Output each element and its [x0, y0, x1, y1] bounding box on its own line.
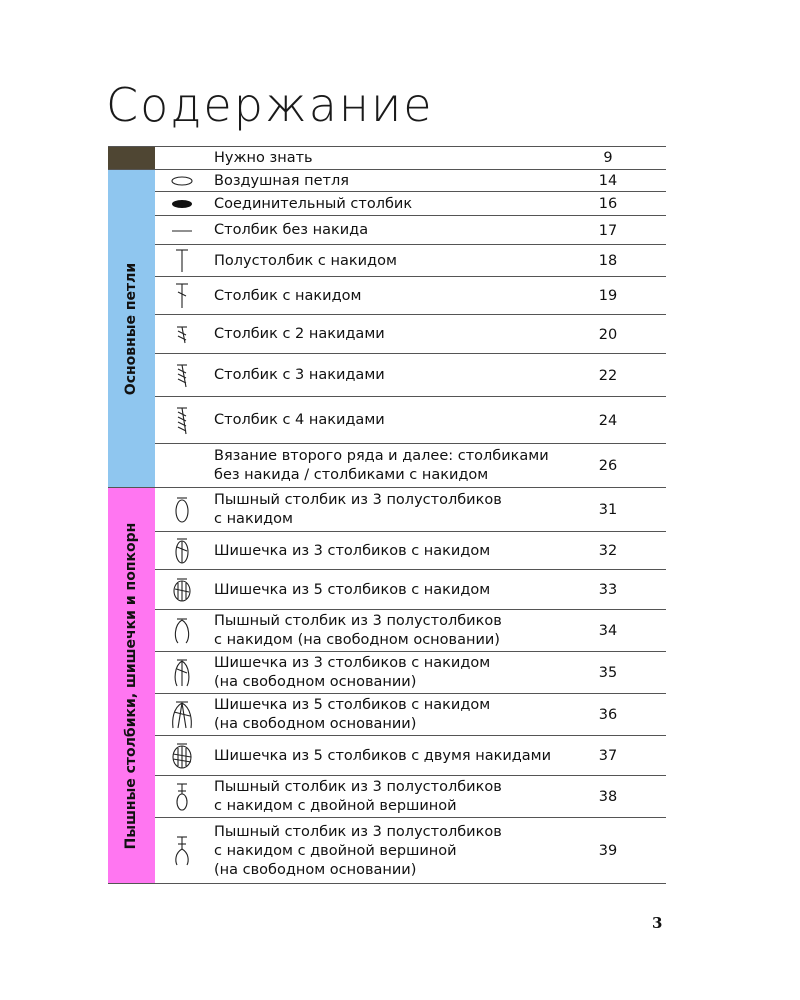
toc-entry-page: 26 — [598, 458, 618, 474]
double-treble-icon — [155, 354, 208, 397]
toc-entry — [155, 776, 666, 818]
toc-entry — [155, 610, 666, 652]
toc-entry-title: Столбик с 3 накидами — [214, 367, 385, 383]
toc-entry — [155, 488, 666, 532]
toc-entry-title: Столбик без накида — [214, 222, 369, 238]
toc-entry-page: 34 — [598, 623, 618, 639]
bobble-3dc-icon — [155, 532, 208, 570]
toc-entry-page: 32 — [598, 543, 618, 559]
toc-entry — [155, 315, 666, 354]
toc-entry-page: 38 — [598, 789, 618, 805]
toc-entry-title: Столбик с 2 накидами — [214, 326, 385, 342]
puffs-bobbles-section-band — [108, 488, 155, 884]
page-title: Содержание — [106, 78, 434, 132]
toc-entry-title: Шишечка из 5 столбиков с накидом — [214, 581, 491, 598]
toc-entry-page: 16 — [598, 196, 618, 212]
toc-entry-page: 31 — [598, 502, 618, 518]
bobble-5tr-icon — [155, 736, 208, 776]
toc-entry — [155, 694, 666, 736]
page-number: 3 — [652, 914, 663, 932]
toc-entry-title: Пышный столбик из 3 полустолбиков с накидом с двойной вершиной (на свободном основании) — [214, 823, 502, 878]
toc-entry — [155, 736, 666, 776]
toc-entry-title: Воздушная петля — [214, 172, 349, 189]
toc-entry — [155, 146, 666, 170]
basic-stitches-section-band — [108, 170, 155, 488]
toc-entry-title: Полустолбик с накидом — [214, 252, 397, 269]
toc-entry-page: 33 — [598, 582, 618, 598]
toc-entry — [155, 570, 666, 610]
intro-section-band — [108, 146, 155, 170]
toc-entry-title: Шишечка из 3 столбиков с накидом (на свободном основании) — [214, 655, 491, 690]
half-double-crochet-icon — [155, 245, 208, 277]
toc-entry-page: 14 — [598, 173, 618, 189]
table-of-contents — [108, 146, 666, 884]
toc-entry-title: Пышный столбик из 3 полустолбиков с накидом — [214, 492, 502, 527]
toc-entry-title: Шишечка из 3 столбиков с накидом — [214, 542, 491, 559]
toc-entry-title: Соединительный столбик — [214, 195, 413, 212]
treble-crochet-icon — [155, 315, 208, 354]
basic-stitches-section-label: Основные петли — [123, 262, 139, 396]
toc-entry-page: 20 — [598, 326, 618, 343]
toc-entry — [155, 818, 666, 884]
toc-entry-page: 39 — [598, 843, 618, 859]
toc-entry — [155, 354, 666, 397]
toc-entry — [155, 192, 666, 216]
slip-stitch-icon — [155, 192, 208, 216]
bobble-5dc-free-icon — [155, 694, 208, 736]
toc-entry — [155, 245, 666, 277]
puff-double-top-free-icon — [155, 818, 208, 884]
chain-stitch-icon — [155, 170, 208, 192]
row-divider — [108, 883, 666, 884]
toc-entry — [155, 170, 666, 192]
toc-entry-title: Пышный столбик из 3 полустолбиков с накидом с двойной вершиной — [214, 779, 502, 814]
toc-entry-page: 24 — [598, 412, 618, 429]
toc-entry-page: 22 — [598, 367, 618, 384]
toc-entry-page: 37 — [598, 748, 618, 764]
none-icon — [155, 146, 208, 170]
toc-entry-page: 17 — [598, 222, 618, 239]
toc-entry-page: 36 — [598, 707, 618, 723]
toc-entry — [155, 216, 666, 245]
puff-3hdc-free-icon — [155, 610, 208, 652]
row-divider — [108, 146, 666, 147]
toc-entry — [155, 397, 666, 444]
toc-entry-title: Нужно знать — [214, 149, 313, 166]
bobble-3dc-free-icon — [155, 652, 208, 694]
bobble-5dc-icon — [155, 570, 208, 610]
toc-entry-page: 19 — [598, 288, 618, 304]
toc-entry — [155, 277, 666, 315]
triple-treble-icon — [155, 397, 208, 444]
single-crochet-icon — [155, 216, 208, 245]
toc-entry — [155, 444, 666, 488]
puff-3hdc-icon — [155, 488, 208, 532]
toc-entry-title: Пышный столбик из 3 полустолбиков с накидом (на свободном основании) — [214, 613, 502, 648]
none-icon — [155, 444, 208, 488]
toc-entry-title: Шишечка из 5 столбиков с накидом (на свободном основании) — [214, 697, 491, 732]
toc-entry-title: Вязание второго ряда и далее: столбиками без накида / столбиками с накидом — [214, 448, 549, 483]
puffs-bobbles-section-label: Пышные столбики, шишечки и попкорн — [123, 522, 139, 850]
toc-entry-page: 35 — [598, 665, 618, 681]
toc-entry-title: Столбик с накидом — [214, 287, 362, 304]
toc-entry-title: Шишечка из 5 столбиков с двумя накидами — [214, 747, 552, 764]
puff-double-top-icon — [155, 776, 208, 818]
toc-entry-title: Столбик с 4 накидами — [214, 412, 385, 428]
toc-entry-page: 9 — [603, 150, 613, 166]
toc-entry — [155, 532, 666, 570]
toc-entry — [155, 652, 666, 694]
double-crochet-icon — [155, 277, 208, 315]
toc-entry-page: 18 — [598, 253, 618, 269]
